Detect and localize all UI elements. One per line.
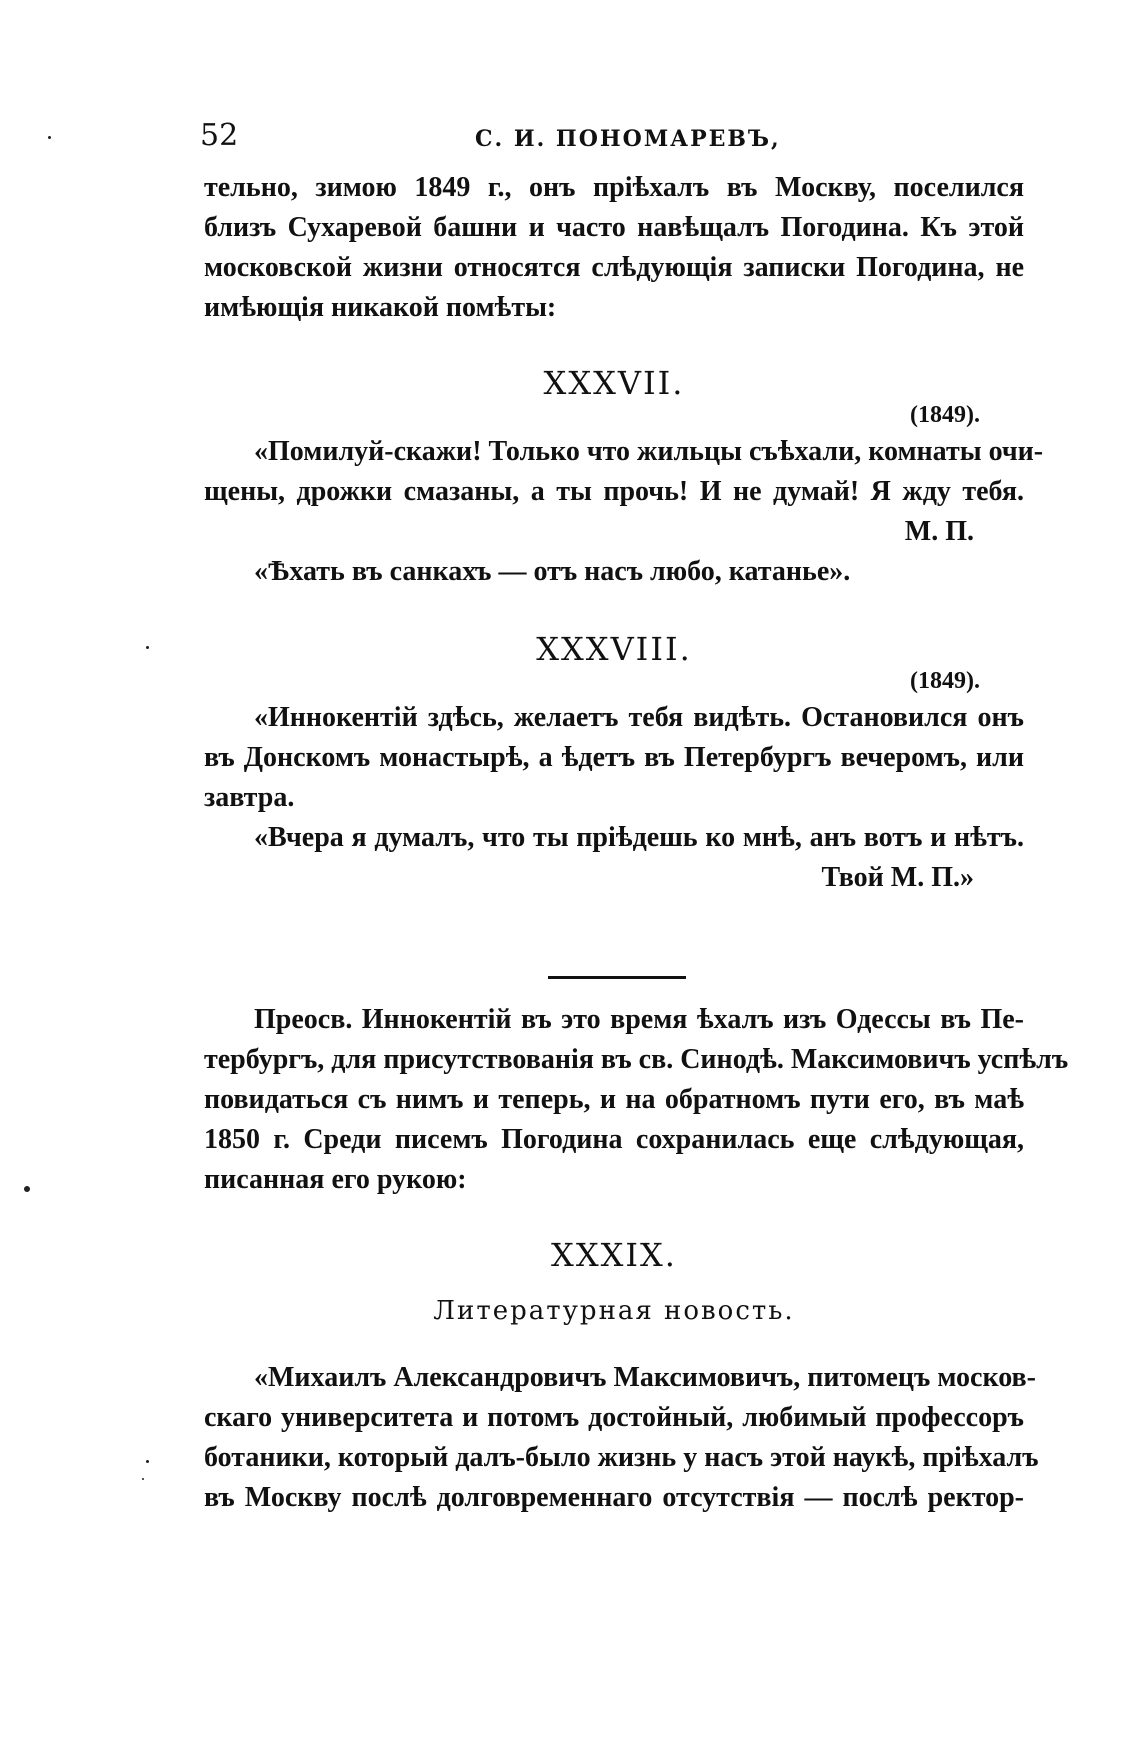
scan-speck <box>146 646 149 649</box>
section-39-title: XXXIX. <box>551 1236 677 1274</box>
scan-speck <box>146 1460 149 1463</box>
middle-line: повидаться съ нимъ и теперь, и на обратномъ пути его, въ маѣ <box>204 1084 1024 1115</box>
section-37-line: щены, дрожки смазаны, а ты прочь! И не думай! Я жду тебя. <box>204 476 1024 507</box>
section-divider <box>548 976 686 979</box>
intro-line: близъ Сухаревой башни и часто навѣщалъ Погодина. Къ этой <box>204 212 1024 243</box>
section-37-title: XXXVII. <box>543 364 685 402</box>
section-38-signature: Твой М. П.» <box>821 862 974 893</box>
section-39-line: «Михаилъ Александровичъ Максимовичъ, питомецъ москов- <box>254 1362 1036 1393</box>
middle-line: писанная его рукою: <box>204 1164 467 1195</box>
running-head: С. И. ПОНОМАРЕВЪ, <box>475 126 781 152</box>
middle-line: 1850 г. Среди писемъ Погодина сохранилась еще слѣдующая, <box>204 1124 1024 1155</box>
section-39-line: въ Москву послѣ долговременнаго отсутствія — послѣ ректор- <box>204 1482 1024 1513</box>
scan-speck <box>48 136 51 139</box>
page-number: 52 <box>200 118 239 153</box>
section-38-line: въ Донскомъ монастырѣ, а ѣдетъ въ Петербургъ вечеромъ, или <box>204 742 1024 773</box>
page-header <box>200 118 1020 158</box>
middle-line: тербургъ, для присутствованія въ св. Синодѣ. Максимовичъ успѣлъ <box>204 1044 1069 1075</box>
intro-line: московской жизни относятся слѣдующія записки Погодина, не <box>204 252 1024 283</box>
section-37-signature: М. П. <box>904 516 974 547</box>
section-37-postscript: «Ѣхать въ санкахъ — отъ насъ любо, катанье». <box>254 556 851 587</box>
middle-line: Преосв. Иннокентій въ это время ѣхалъ изъ Одессы въ Пе- <box>254 1004 1024 1035</box>
section-37-date: (1849). <box>910 402 980 428</box>
section-39-line: ботаники, который далъ-было жизнь у насъ этой наукѣ, пріѣхалъ <box>204 1442 1039 1473</box>
scan-speck <box>24 1186 30 1192</box>
section-38-line: завтра. <box>204 782 295 813</box>
section-38-title: XXXVIII. <box>536 630 692 668</box>
scan-speck <box>142 1478 144 1480</box>
section-38-line: «Иннокентій здѣсь, желаетъ тебя видѣть. Остановился онъ <box>254 702 1024 733</box>
section-39-subtitle: Литературная новость. <box>433 1296 795 1326</box>
section-39-line: скаго университета и потомъ достойный, любимый профессоръ <box>204 1402 1024 1433</box>
intro-line: имѣющія никакой помѣты: <box>204 292 557 323</box>
intro-line: тельно, зимою 1849 г., онъ пріѣхалъ въ Москву, поселился <box>204 172 1024 203</box>
section-38-line: «Вчера я думалъ, что ты пріѣдешь ко мнѣ, анъ вотъ и нѣтъ. <box>254 822 1024 853</box>
section-37-line: «Помилуй-скажи! Только что жильцы съѣхали, комнаты очи- <box>254 436 1044 467</box>
section-38-date: (1849). <box>910 668 980 694</box>
